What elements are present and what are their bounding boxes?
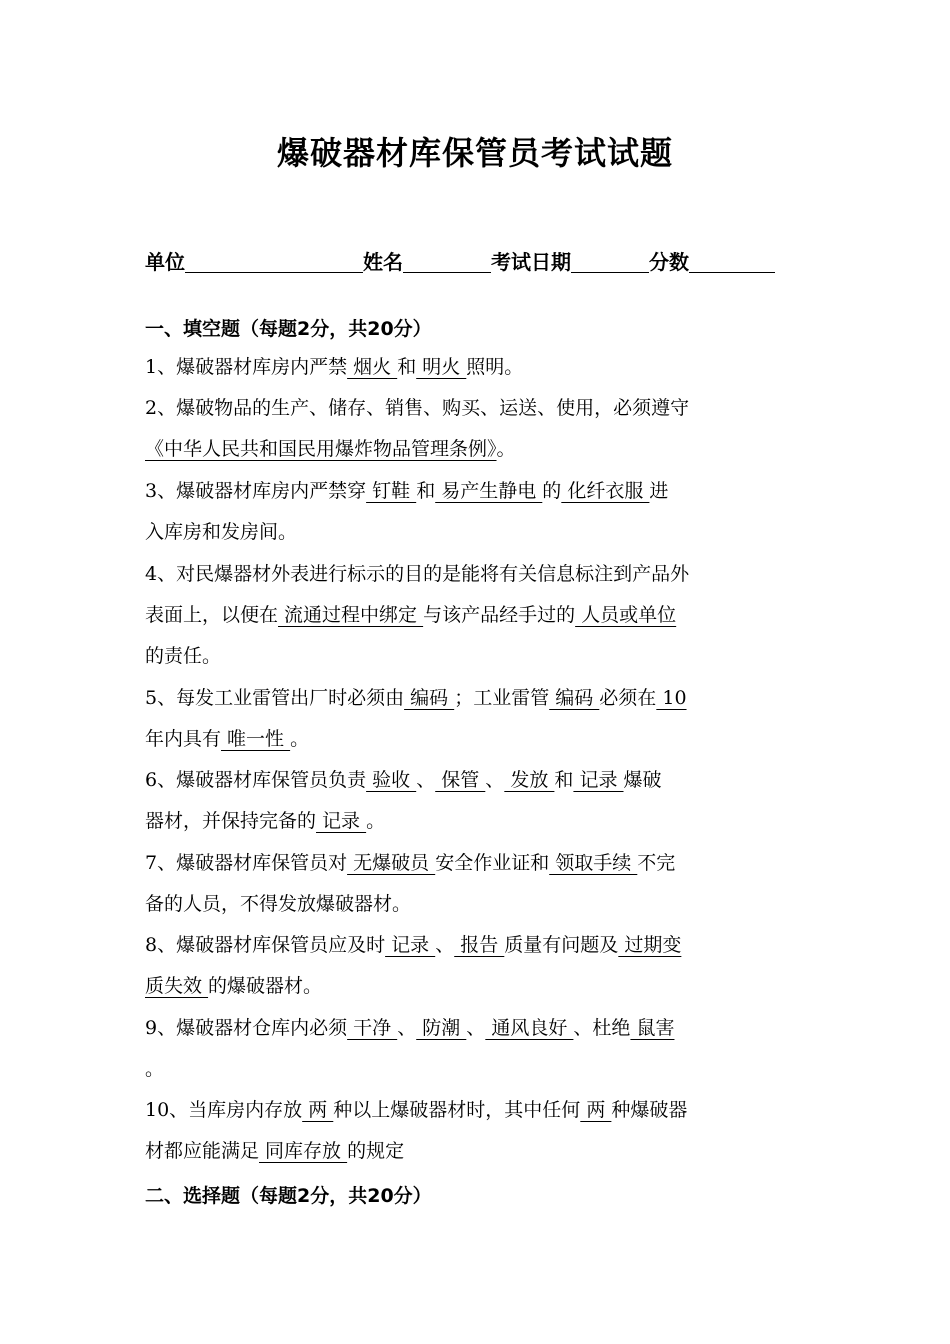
question-text: 、 [397,1017,417,1039]
answer-blank: 《中华人民共和国民用爆炸物品管理条例》 [145,438,497,460]
question-text: 安全作业证和 [435,852,550,874]
score-blank[interactable] [689,250,775,273]
answer-blank: 验收 [366,769,417,791]
answer-blank: 通风良好 [485,1017,574,1039]
answer-blank: 化纤衣服 [561,480,650,502]
question-3 [145,471,805,553]
question-text: 的规定 [347,1140,405,1162]
question-text: 爆破 [623,769,662,791]
answer-blank: 记录 [573,769,624,791]
question-line [145,719,805,760]
question-text: 器材，并保持完备的 [145,810,317,832]
question-line: 。 [145,1058,165,1080]
question-4 [145,554,805,677]
answer-blank: 流通过程中绑定 [278,604,424,626]
question-text: 。 [290,728,310,750]
question-line [145,1008,805,1049]
question-line [145,925,805,966]
question-line [145,1131,805,1172]
section-heading-multiple-choice: 二、选择题（每题2分，共20分） [145,1185,432,1207]
question-text: 。 [366,810,386,832]
question-text: 10、当库房内存放 [145,1099,303,1121]
answer-blank: 无爆破员 [347,852,436,874]
question-text: 7、爆破器材库保管员对 [145,852,348,874]
name-label: 姓名 [363,250,403,274]
question-text: 、 [466,1017,486,1039]
answer-blank: 发放 [504,769,555,791]
question-line [145,347,805,388]
question-10 [145,1090,805,1172]
answer-blank: 领取手续 [549,852,638,874]
question-text: 材都应能满足 [145,1140,260,1162]
question-8 [145,925,805,1007]
answer-blank: 10 [656,687,687,709]
question-line [145,595,805,636]
question-text: 和 [554,769,574,791]
answer-blank: 易产生静电 [435,480,543,502]
section-heading-fill-in: 一、填空题（每题2分，共20分） [145,318,432,340]
answer-blank: 两 [580,1099,612,1121]
question-text: 照明。 [466,356,524,378]
answer-blank: 防潮 [416,1017,467,1039]
question-1 [145,347,805,388]
question-text: 9、爆破器材仓库内必须 [145,1017,348,1039]
answer-blank: 记录 [385,934,436,956]
question-text: 的 [542,480,562,502]
answer-blank: 记录 [316,810,367,832]
question-text: 8、爆破器材库保管员应及时 [145,934,386,956]
question-text: 1、爆破器材库房内严禁 [145,356,348,378]
question-line: 2、爆破物品的生产、储存、销售、购买、运送、使用，必须遵守 [145,397,690,419]
name-blank[interactable] [403,250,491,273]
question-text: 与该产品经手过的 [423,604,576,626]
answer-blank: 编码 [404,687,455,709]
question-text: 必须在 [599,687,657,709]
answer-blank: 保管 [435,769,486,791]
date-blank[interactable] [571,250,649,273]
question-6 [145,760,805,842]
answer-blank: 人员或单位 [575,604,677,626]
answer-blank: 钉鞋 [366,480,417,502]
answer-blank: 两 [302,1099,334,1121]
question-line [145,966,805,1007]
answer-blank: 质失效 [145,975,209,997]
question-text: 年内具有 [145,728,222,750]
question-text: 种以上爆破器材时，其中任何 [333,1099,581,1121]
question-text: 种爆破器 [611,1099,688,1121]
question-text: 质量有问题及 [504,934,619,956]
question-7 [145,843,805,925]
question-text: 的爆破器材。 [208,975,323,997]
question-text: 不完 [637,852,676,874]
question-line: 入库房和发房间。 [145,521,298,543]
answer-blank: 编码 [549,687,600,709]
question-line [145,760,805,801]
exam-info-line [145,246,775,275]
answer-blank: 过期变 [618,934,682,956]
question-text: 。 [496,438,516,460]
date-label: 考试日期 [491,250,571,274]
question-line [145,471,805,512]
question-text: 5、每发工业雷管出厂时必须由 [145,687,405,709]
question-text: 6、爆破器材库保管员负责 [145,769,367,791]
question-2 [145,388,805,470]
question-5 [145,678,805,760]
question-9 [145,1008,805,1090]
answer-blank: 唯一性 [221,728,291,750]
question-text: 、杜绝 [573,1017,631,1039]
score-label: 分数 [649,250,689,274]
answer-blank: 鼠害 [630,1017,675,1039]
answer-blank: 明火 [416,356,467,378]
page-title: 爆破器材库保管员考试试题 [276,134,673,172]
question-text: 和 [397,356,417,378]
question-line: 的责任。 [145,645,222,667]
question-line [145,429,805,470]
question-text: 、 [416,769,436,791]
answer-blank: 报告 [454,934,505,956]
question-line [145,1090,805,1131]
question-text: 、 [435,934,455,956]
answer-blank: 同库存放 [259,1140,348,1162]
question-text: 、 [485,769,505,791]
unit-label: 单位 [145,250,185,274]
question-text: 表面上，以便在 [145,604,279,626]
question-text: 3、爆破器材库房内严禁穿 [145,480,367,502]
question-text: 进 [649,480,669,502]
question-line: 4、对民爆器材外表进行标示的目的是能将有关信息标注到产品外 [145,563,690,585]
question-text: 和 [416,480,436,502]
unit-blank[interactable] [185,250,363,273]
question-line: 备的人员，不得发放爆破器材。 [145,893,412,915]
question-text: ；工业雷管 [454,687,550,709]
question-line [145,678,805,719]
answer-blank: 干净 [347,1017,398,1039]
answer-blank: 烟火 [347,356,398,378]
question-line [145,843,805,884]
question-line [145,801,805,842]
